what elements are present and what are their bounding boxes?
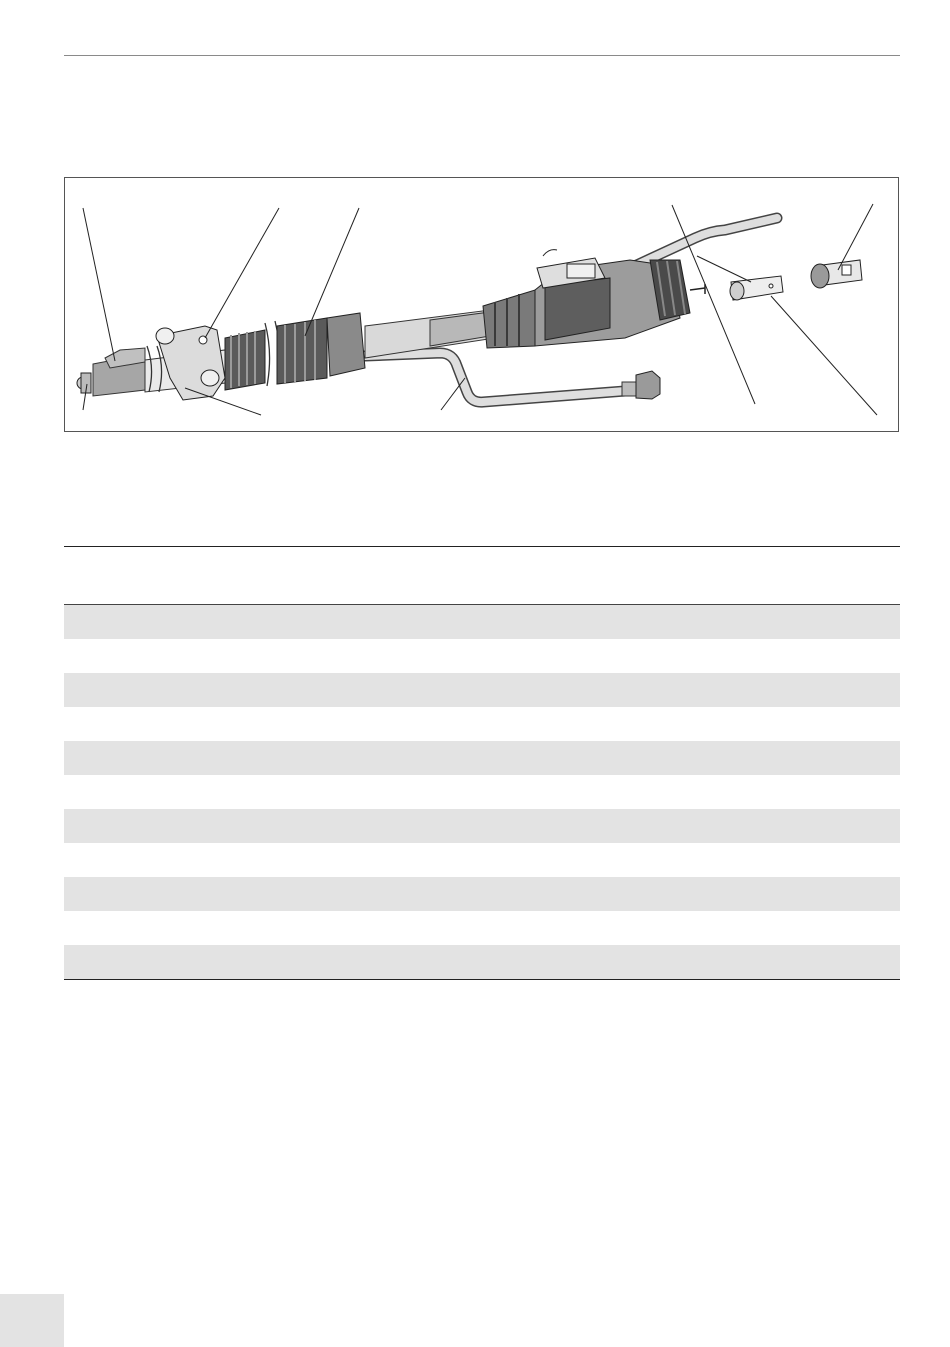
leader-10: [771, 296, 877, 415]
table-row: [64, 843, 900, 877]
rear-connector-pin: [690, 284, 705, 294]
table-bottom-rule: [64, 979, 900, 980]
leader-1: [83, 208, 115, 361]
table-row: [64, 673, 900, 707]
table-body: [64, 605, 900, 979]
parts-table: [64, 546, 900, 980]
hose-nut: [636, 371, 660, 399]
table-row: [64, 741, 900, 775]
leader-8: [441, 378, 465, 410]
gas-hose: [365, 353, 625, 402]
leader-7: [185, 388, 261, 415]
table-row: [64, 605, 900, 639]
torch-assembly-drawing: [65, 178, 899, 432]
leader-2: [205, 208, 279, 338]
trigger-window: [567, 264, 595, 278]
table-header: [64, 547, 900, 605]
page-number-tab: [0, 1294, 64, 1347]
sleeve-collar: [327, 313, 365, 376]
liner-guide-hole: [769, 284, 773, 288]
exploded-view-figure: [64, 177, 899, 432]
table-row: [64, 775, 900, 809]
leader-9: [697, 256, 751, 282]
header-rule: [64, 55, 900, 56]
table-row: [64, 707, 900, 741]
table-row: [64, 877, 900, 911]
trigger-lever: [543, 250, 557, 256]
end-cap-thread: [811, 264, 829, 288]
hose-ferrule: [622, 382, 636, 396]
clamp-hole-left: [156, 328, 174, 344]
clamp-hole-right: [201, 370, 219, 386]
table-row: [64, 639, 900, 673]
table-row: [64, 911, 900, 945]
liner-guide-end: [730, 282, 744, 300]
table-row: [64, 945, 900, 979]
table-row: [64, 809, 900, 843]
handle-front-nut: [483, 290, 535, 348]
end-cap-window: [842, 265, 851, 275]
